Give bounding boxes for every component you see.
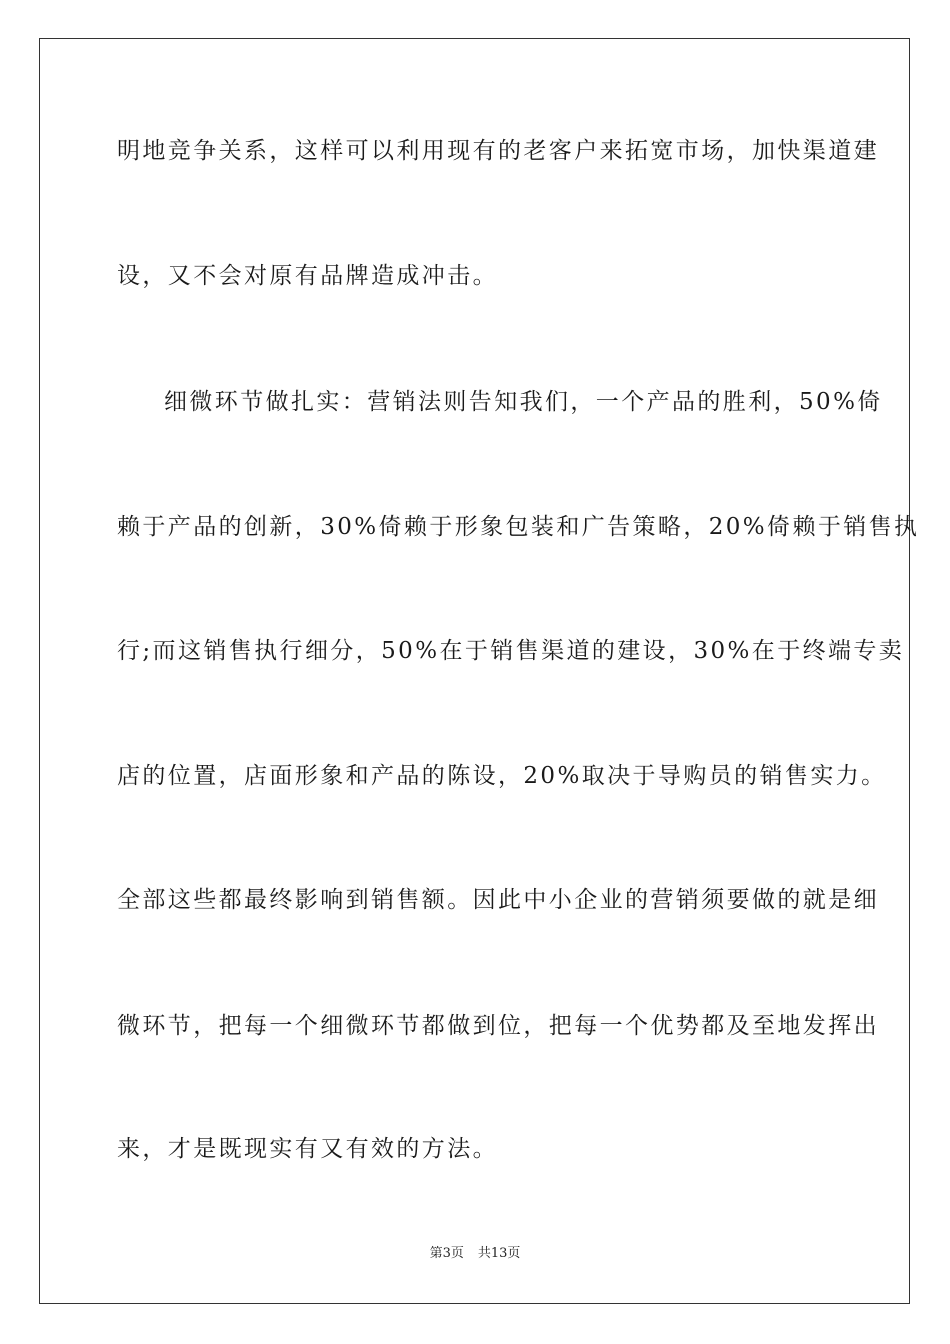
text-line-3: 细微环节做扎实：营销法则告知我们，一个产品的胜利，50%倚 (164, 389, 883, 415)
text-line-5: 行;而这销售执行细分，50%在于销售渠道的建设，30%在于终端专卖 (117, 638, 905, 664)
text-line-9: 来，才是既现实有又有效的方法。 (117, 1136, 498, 1162)
page-footer (0, 1246, 950, 1262)
text-line-6: 店的位置，店面形象和产品的陈设，20%取决于导购员的销售实力。 (117, 763, 887, 789)
text-line-4: 赖于产品的创新，30%倚赖于形象包装和广告策略，20%倚赖于销售执 (117, 514, 920, 540)
page-border (39, 38, 910, 1304)
page-total: 共13页 (477, 1246, 521, 1261)
page-number: 第3页 (429, 1246, 464, 1261)
text-line-2: 设，又不会对原有品牌造成冲击。 (117, 263, 498, 289)
text-line-1: 明地竞争关系，这样可以利用现有的老客户来拓宽市场，加快渠道建 (117, 138, 879, 164)
text-line-7: 全部这些都最终影响到销售额。因此中小企业的营销须要做的就是细 (117, 887, 879, 913)
text-line-8: 微环节，把每一个细微环节都做到位，把每一个优势都及至地发挥出 (117, 1013, 879, 1039)
